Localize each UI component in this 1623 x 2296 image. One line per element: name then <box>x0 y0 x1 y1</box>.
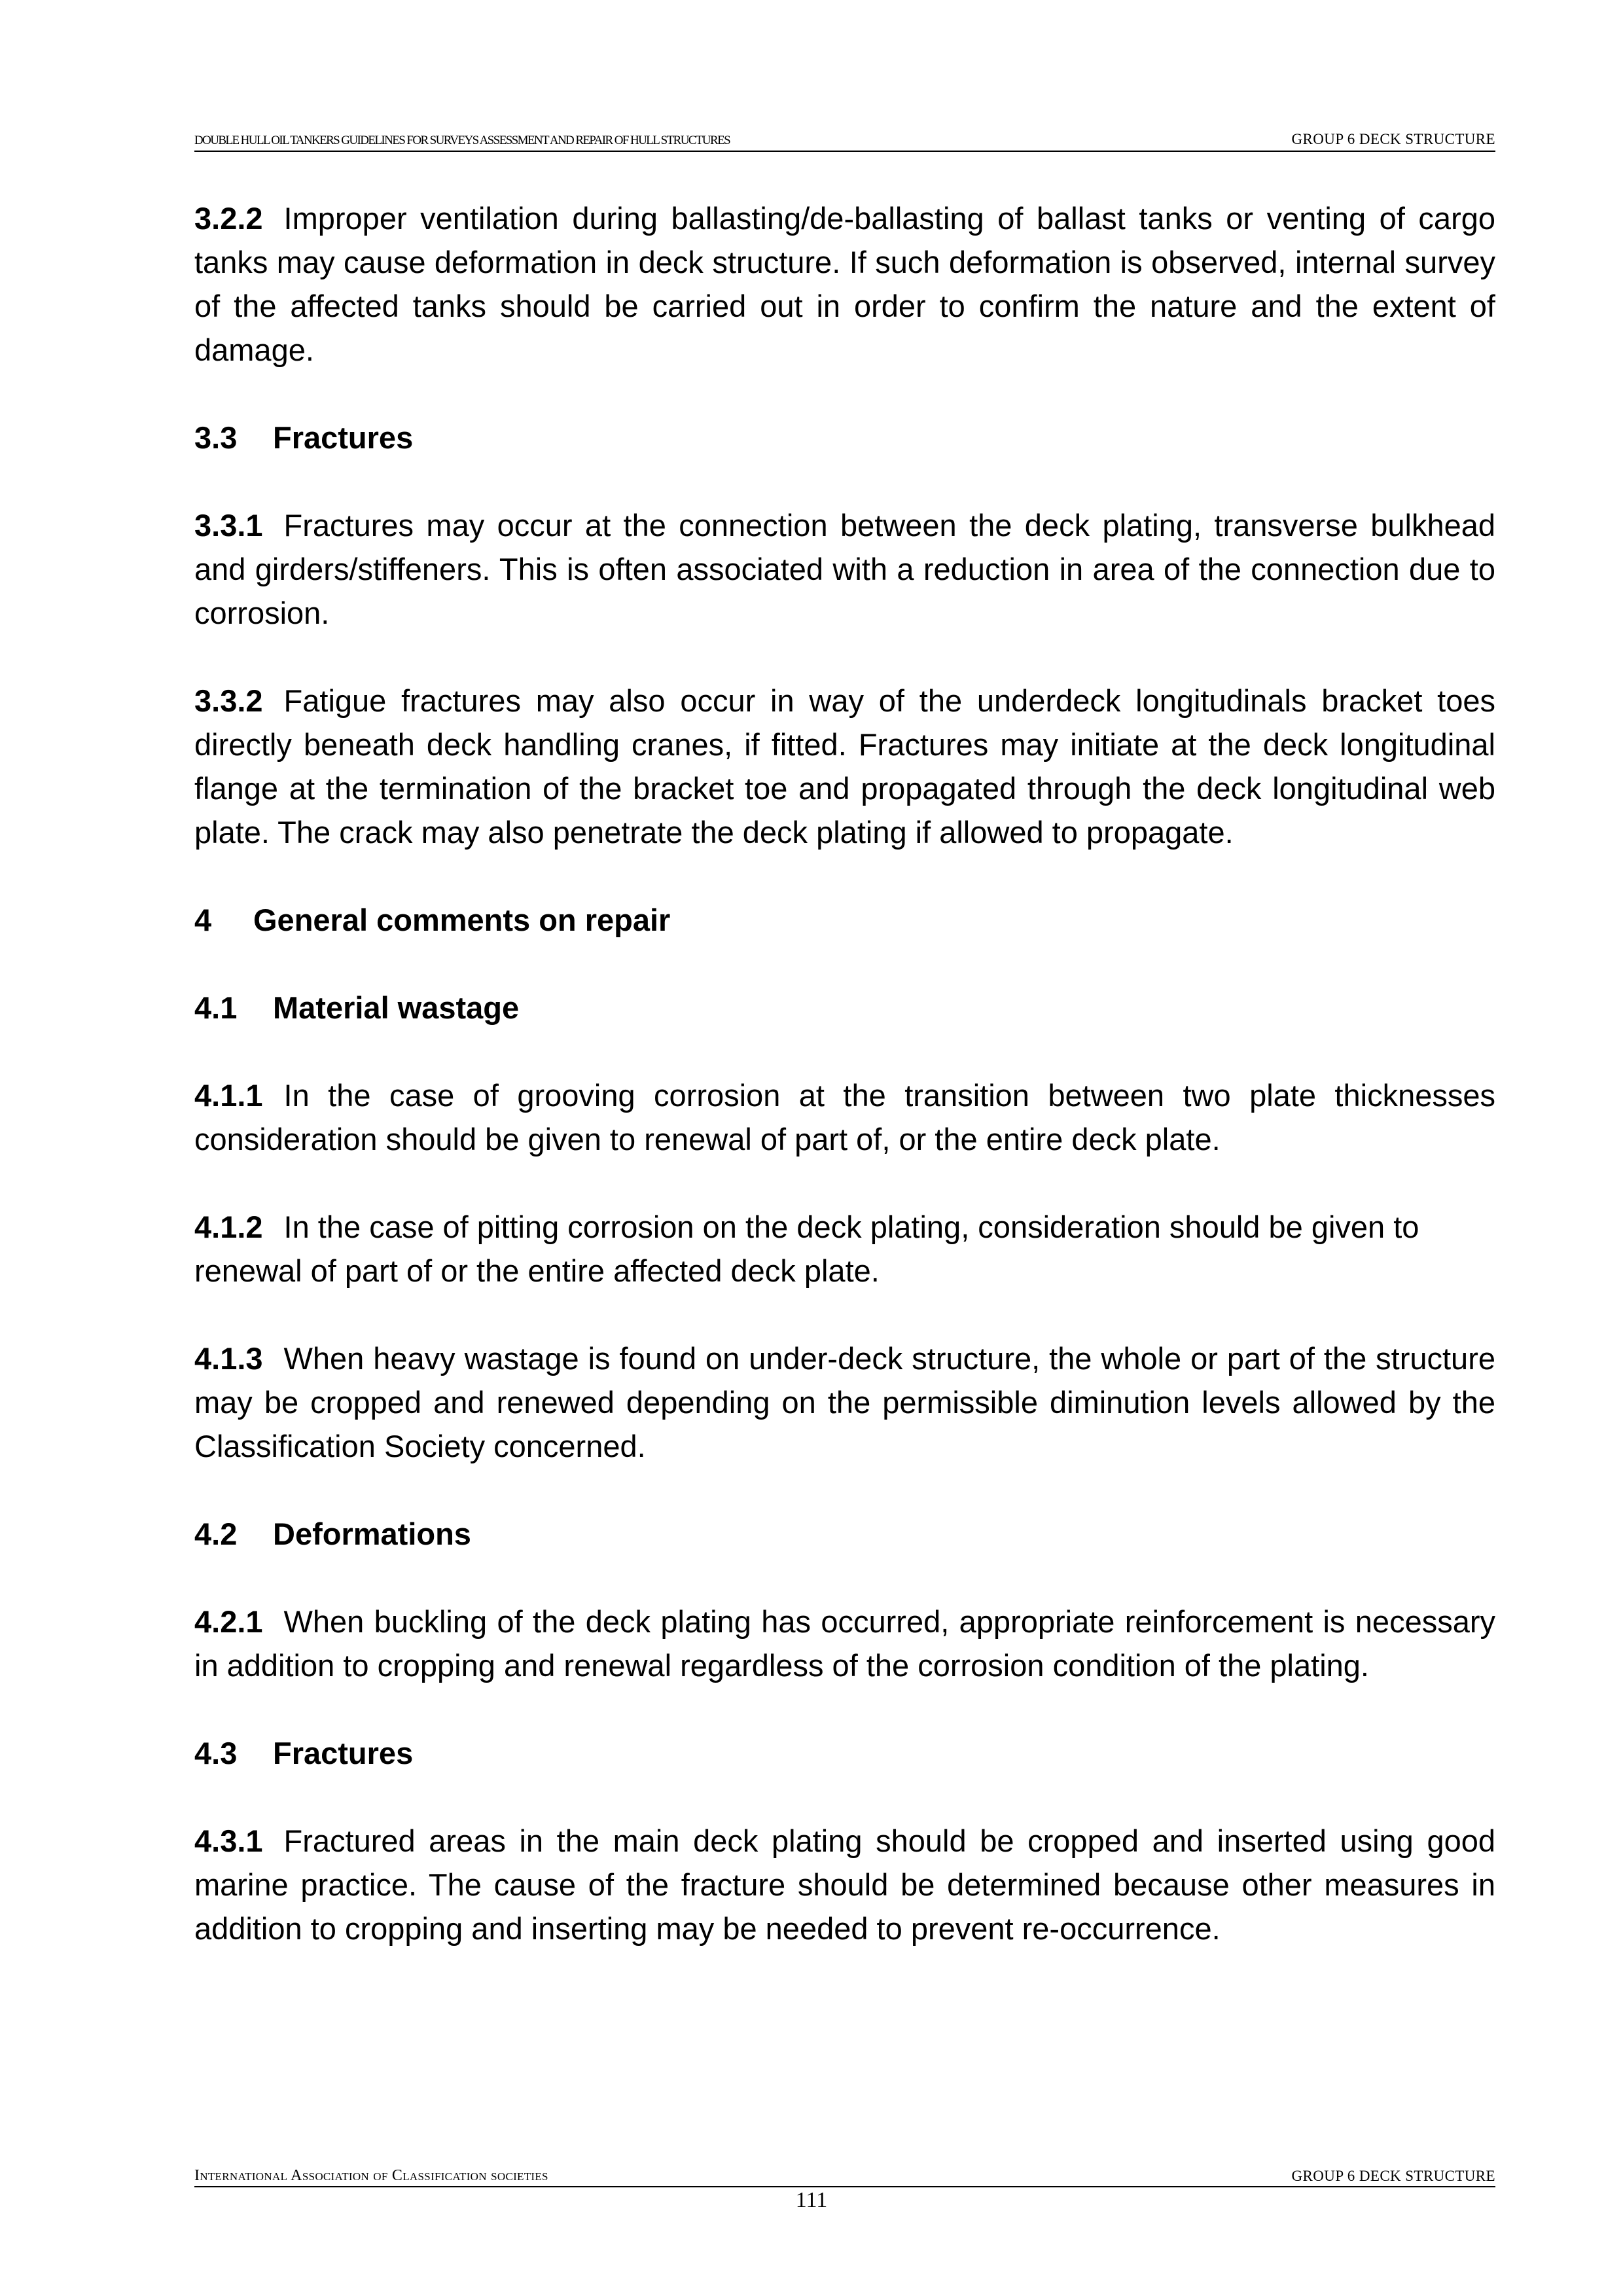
paragraph-3-2-2 <box>194 196 1495 372</box>
paragraph-text: In the case of grooving corrosion at the transition between two plate thicknesses consideration should be given to renewal of part of, or the entire deck plate. <box>194 1078 1495 1157</box>
heading-text: General comments on repair <box>253 903 671 937</box>
heading-text: Fractures <box>273 1736 414 1770</box>
paragraph-number: 3.2.2 <box>194 201 263 236</box>
paragraph-text: Fractures may occur at the connection between the deck plating, transverse bulkhead and girders/stiffeners. This is often associated with a reduction in area of the connection due to corrosion. <box>194 508 1495 630</box>
heading-text: Material wastage <box>273 990 520 1025</box>
paragraph-text: When heavy wastage is found on under-deck structure, the whole or part of the structure may be cropped and renewed depending on the permissible diminution levels allowed by the Classification Society concerned. <box>194 1341 1495 1463</box>
paragraph-number: 3.3.1 <box>194 508 263 543</box>
heading-number: 4.1 <box>194 990 238 1025</box>
footer-group-title: GROUP 6 DECK STRUCTURE <box>1291 2168 1495 2184</box>
paragraph-4-1-3 <box>194 1336 1495 1468</box>
paragraph-text: When buckling of the deck plating has occurred, appropriate reinforcement is necessary in addition to cropping and renewal regardless of the corrosion condition of the plating. <box>194 1604 1495 1683</box>
paragraph-number: 4.3.1 <box>194 1823 263 1858</box>
heading-text: Fractures <box>273 420 414 455</box>
paragraph-number: 4.1.3 <box>194 1341 263 1376</box>
paragraph-3-3-1 <box>194 503 1495 635</box>
header-group-title: GROUP 6 DECK STRUCTURE <box>1291 131 1495 147</box>
paragraph-4-1-1 <box>194 1073 1495 1161</box>
heading-number: 4.3 <box>194 1736 238 1770</box>
header-document-title: DOUBLE HULL OIL TANKERS GUIDELINES FOR SURVEYS ASSESSMENT AND REPAIR OF HULL STRUCTURES <box>194 134 730 147</box>
heading-4-1 <box>194 986 1495 1030</box>
paragraph-4-2-1 <box>194 1600 1495 1687</box>
paragraph-4-1-2 <box>194 1205 1495 1293</box>
heading-text: Deformations <box>273 1516 471 1551</box>
paragraph-number: 4.1.1 <box>194 1078 263 1113</box>
paragraph-text: Fatigue fractures may also occur in way of the underdeck longitudinals bracket toes directly beneath deck handling cranes, if fitted. Fractures may initiate at the deck longitudinal flange at the termination of the bracket toe and propagated through the deck longitudinal web plate. The crack may also penetrate the deck plating if allowed to propagate. <box>194 683 1495 850</box>
running-footer <box>194 2165 1495 2187</box>
paragraph-text: Improper ventilation during ballasting/de-ballasting of ballast tanks or venting of cargo tanks may cause deformation in deck structure. If such deformation is observed, internal survey of the affected tanks should be carried out in order to confirm the nature and the extent of damage. <box>194 201 1495 367</box>
heading-number: 4 <box>194 903 212 937</box>
paragraph-number: 4.1.2 <box>194 1210 263 1244</box>
heading-number: 4.2 <box>194 1516 238 1551</box>
paragraph-text: Fractured areas in the main deck plating should be cropped and inserted using good marine practice. The cause of the fracture should be determined because other measures in addition to cropping and inserting may be needed to prevent re-occurrence. <box>194 1823 1495 1946</box>
heading-4 <box>194 898 1495 942</box>
paragraph-number: 3.3.2 <box>194 683 263 718</box>
page-number: 111 <box>795 2188 828 2212</box>
document-body <box>194 196 1495 1994</box>
paragraph-text: In the case of pitting corrosion on the deck plating, consideration should be given to renewal of part of or the entire affected deck plate. <box>194 1210 1419 1288</box>
heading-4-2 <box>194 1512 1495 1556</box>
heading-3-3 <box>194 416 1495 459</box>
footer-organization: International Association of Classification societies <box>194 2167 548 2184</box>
heading-number: 3.3 <box>194 420 238 455</box>
paragraph-number: 4.2.1 <box>194 1604 263 1639</box>
heading-4-3 <box>194 1731 1495 1775</box>
paragraph-3-3-2 <box>194 679 1495 854</box>
running-header <box>194 126 1495 152</box>
paragraph-4-3-1 <box>194 1819 1495 1950</box>
